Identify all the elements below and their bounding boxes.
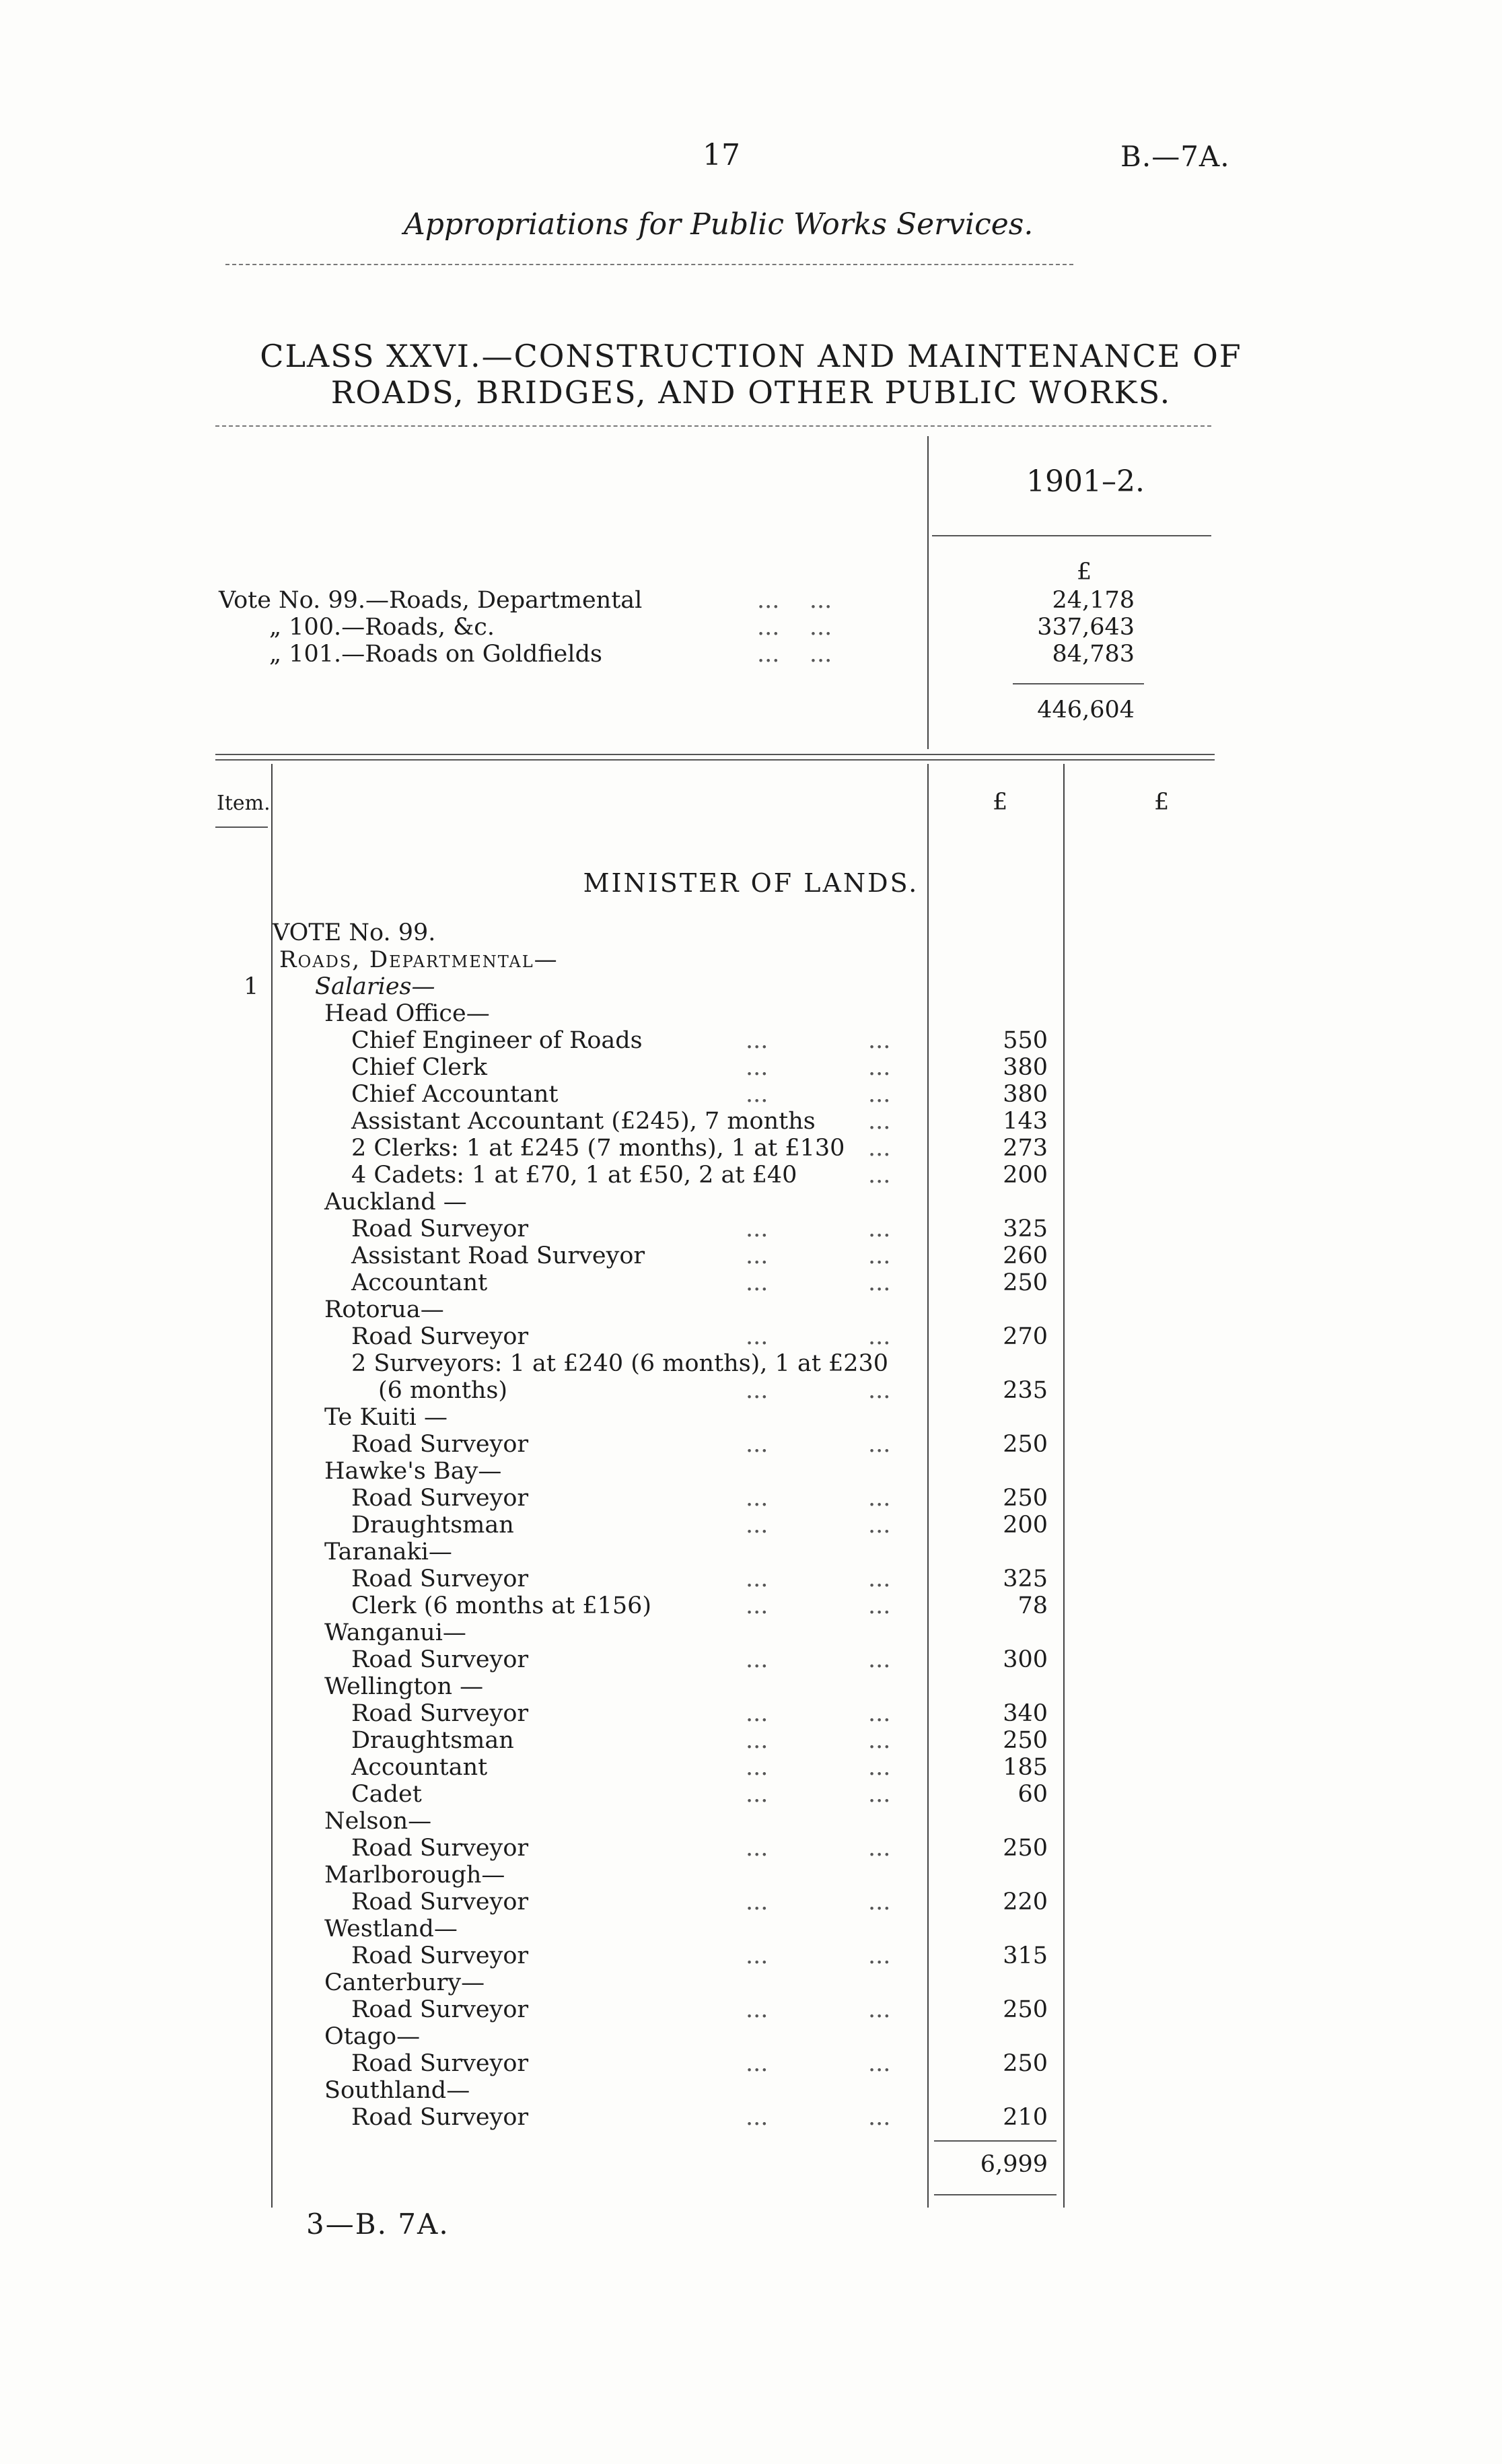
row-amount: 143 xyxy=(1003,1108,1048,1135)
row-label: Road Surveyor xyxy=(351,1700,529,1727)
row-label: Road Surveyor xyxy=(351,1323,529,1350)
region-heading-row xyxy=(0,1296,1502,1323)
row-amount: 250 xyxy=(1003,1485,1048,1512)
row-label: Assistant Road Surveyor xyxy=(351,1242,645,1269)
salary-row: Chief Engineer of Roads ... ... 550 xyxy=(351,1027,1048,1054)
row-label: Head Office— xyxy=(324,1000,490,1027)
salary-row: (6 months) ... ... 235 xyxy=(378,1377,1048,1404)
salary-row: Road Surveyor ... ... 250 xyxy=(351,1431,1048,1458)
row-label: 2 Surveyors: 1 at £240 (6 months), 1 at £230 xyxy=(351,1350,889,1377)
row-amount: 78 xyxy=(1017,1592,1048,1619)
row-amount: 185 xyxy=(1003,1754,1048,1781)
row-amount: 550 xyxy=(1003,1027,1048,1054)
class-title-line2: ROADS, BRIDGES, AND OTHER PUBLIC WORKS. xyxy=(330,374,1172,411)
region-heading-row xyxy=(0,1862,1502,1889)
row-label: Road Surveyor xyxy=(351,1216,529,1242)
row-label: Auckland — xyxy=(324,1189,467,1216)
row-label: Road Surveyor xyxy=(351,1835,529,1862)
salaries-heading: Salaries— xyxy=(315,973,435,1000)
row-label: Hawke's Bay— xyxy=(324,1458,502,1485)
vote-number: VOTE No. 99. xyxy=(273,919,436,946)
row-amount: 250 xyxy=(1003,1431,1048,1458)
salary-row: Cadet ... ... 60 xyxy=(351,1781,1048,1808)
row-amount: 210 xyxy=(1003,2104,1048,2131)
row-amount: 380 xyxy=(1003,1054,1048,1081)
row-amount: 250 xyxy=(1003,1727,1048,1754)
row-label: Nelson— xyxy=(324,1808,432,1835)
row-label: (6 months) xyxy=(378,1377,508,1404)
region-heading-row xyxy=(0,1808,1502,1835)
salary-row: Accountant ... ... 185 xyxy=(351,1754,1048,1781)
salary-row: Road Surveyor ... ... 315 xyxy=(351,1942,1048,1969)
row-amount: 270 xyxy=(1003,1323,1048,1350)
summary-currency: £ xyxy=(1077,559,1092,586)
salary-row: Road Surveyor ... ... 340 xyxy=(351,1700,1048,1727)
salary-row: Road Surveyor ... ... 250 xyxy=(351,1485,1048,1512)
vote-title: Roads, Departmental— xyxy=(279,946,559,973)
row-amount: 250 xyxy=(1003,1269,1048,1296)
class-title-line1: CLASS XXVI.—CONSTRUCTION AND MAINTENANCE OF xyxy=(260,338,1242,374)
row-label: Road Surveyor xyxy=(351,1646,529,1673)
row-amount: 200 xyxy=(1003,1512,1048,1539)
salary-row: Chief Accountant ... ... 380 xyxy=(351,1081,1048,1108)
region-heading-row xyxy=(0,1458,1502,1485)
summary-vote-label: „ 100.—Roads, &c. xyxy=(269,614,495,641)
region-heading-row xyxy=(0,1404,1502,1431)
row-label: Wellington — xyxy=(324,1673,484,1700)
page-number: 17 xyxy=(703,138,740,172)
region-heading-row xyxy=(0,1915,1502,1942)
row-label: 2 Clerks: 1 at £245 (7 months), 1 at £130 xyxy=(351,1135,845,1162)
row-amount: 250 xyxy=(1003,2050,1048,2077)
salary-row: Road Surveyor ... ... 220 xyxy=(351,1889,1048,1915)
row-label: Otago— xyxy=(324,2023,421,2050)
minister-heading: MINISTER OF LANDS. xyxy=(583,868,919,898)
item-column-header: Item. xyxy=(217,791,271,815)
salary-row: Accountant ... ... 250 xyxy=(351,1269,1048,1296)
row-label: Canterbury— xyxy=(324,1969,485,1996)
row-label: Draughtsman xyxy=(351,1727,514,1754)
document-reference: B.—7A. xyxy=(1120,140,1230,173)
salary-row: Clerk (6 months at £156) ... ... 78 xyxy=(351,1592,1048,1619)
vote-total: 6,999 xyxy=(980,2151,1048,2178)
region-heading-row xyxy=(0,1673,1502,1700)
region-heading-row xyxy=(0,1619,1502,1646)
row-label: Chief Accountant xyxy=(351,1081,559,1108)
row-label: Accountant xyxy=(351,1269,488,1296)
summary-year-header: 1901–2. xyxy=(1026,464,1145,499)
page-footer: 3—B. 7A. xyxy=(306,2208,450,2241)
salary-row: Draughtsman ... ... 250 xyxy=(351,1727,1048,1754)
row-amount: 380 xyxy=(1003,1081,1048,1108)
region-heading-row xyxy=(0,2023,1502,2050)
region-heading-row xyxy=(0,2077,1502,2104)
summary-vote-label: Vote No. 99.—Roads, Departmental xyxy=(219,587,643,614)
row-amount: 325 xyxy=(1003,1216,1048,1242)
row-label: Southland— xyxy=(324,2077,470,2104)
summary-vote-value: 84,783 xyxy=(1052,641,1135,668)
row-amount: 340 xyxy=(1003,1700,1048,1727)
salary-row: Road Surveyor ... ... 270 xyxy=(351,1323,1048,1350)
row-amount: 260 xyxy=(1003,1242,1048,1269)
region-heading-row xyxy=(0,1000,1502,1027)
salary-row: 4 Cadets: 1 at £70, 1 at £50, 2 at £40 ... 200 xyxy=(351,1162,1048,1189)
header-divider xyxy=(225,264,1073,265)
row-label: Chief Clerk xyxy=(351,1054,487,1081)
row-label: Road Surveyor xyxy=(351,1431,529,1458)
row-amount: 273 xyxy=(1003,1135,1048,1162)
pound-column-header: £ xyxy=(1154,789,1170,816)
row-label: Cadet xyxy=(351,1781,422,1808)
row-label: Road Surveyor xyxy=(351,2050,529,2077)
row-label: Road Surveyor xyxy=(351,1942,529,1969)
row-label: Westland— xyxy=(324,1915,458,1942)
salary-row: 2 Clerks: 1 at £245 (7 months), 1 at £130 ... 273 xyxy=(351,1135,1048,1162)
row-amount: 325 xyxy=(1003,1565,1048,1592)
pound-column-header: £ xyxy=(993,789,1008,816)
row-label: Accountant xyxy=(351,1754,488,1781)
region-heading-row xyxy=(0,1539,1502,1565)
row-label: Clerk (6 months at £156) xyxy=(351,1592,652,1619)
salary-row: Chief Clerk ... ... 380 xyxy=(351,1054,1048,1081)
salary-row: Road Surveyor ... ... 250 xyxy=(351,1996,1048,2023)
page-subtitle: Appropriations for Public Works Services. xyxy=(404,207,1034,242)
summary-vote-value: 24,178 xyxy=(1052,587,1135,614)
row-amount: 235 xyxy=(1003,1377,1048,1404)
region-heading-row xyxy=(0,1189,1502,1216)
row-amount: 250 xyxy=(1003,1996,1048,2023)
region-heading-row xyxy=(0,1969,1502,1996)
row-amount: 300 xyxy=(1003,1646,1048,1673)
row-label: Assistant Accountant (£245), 7 months xyxy=(351,1108,816,1135)
row-label: Road Surveyor xyxy=(351,1889,529,1915)
summary-vote-label: „ 101.—Roads on Goldfields xyxy=(269,641,602,668)
row-label: Road Surveyor xyxy=(351,1565,529,1592)
row-amount: 315 xyxy=(1003,1942,1048,1969)
row-label: Chief Engineer of Roads xyxy=(351,1027,643,1054)
row-label: Road Surveyor xyxy=(351,1996,529,2023)
row-label: Taranaki— xyxy=(324,1539,452,1565)
row-label: Draughtsman xyxy=(351,1512,514,1539)
row-label: Te Kuiti — xyxy=(324,1404,448,1431)
title-divider xyxy=(215,425,1211,427)
row-amount: 200 xyxy=(1003,1162,1048,1189)
salary-row: Assistant Accountant (£245), 7 months ... 143 xyxy=(351,1108,1048,1135)
summary-vote-value: 337,643 xyxy=(1037,614,1135,641)
row-label: Road Surveyor xyxy=(351,1485,529,1512)
row-label: Rotorua— xyxy=(324,1296,444,1323)
salary-row: Road Surveyor ... ... 325 xyxy=(351,1565,1048,1592)
row-amount: 250 xyxy=(1003,1835,1048,1862)
row-label: Marlborough— xyxy=(324,1862,505,1889)
row-label: Road Surveyor xyxy=(351,2104,529,2131)
row-amount: 60 xyxy=(1017,1781,1048,1808)
salary-row: Assistant Road Surveyor ... ... 260 xyxy=(351,1242,1048,1269)
row-label: 4 Cadets: 1 at £70, 1 at £50, 2 at £40 xyxy=(351,1162,797,1189)
salary-row xyxy=(0,1350,1502,1377)
item-number: 1 xyxy=(244,973,259,1000)
row-label: Wanganui— xyxy=(324,1619,466,1646)
summary-total: 446,604 xyxy=(1037,697,1135,724)
salary-row: Road Surveyor ... ... 250 xyxy=(351,2050,1048,2077)
row-amount: 220 xyxy=(1003,1889,1048,1915)
salary-row: Road Surveyor ... ... 325 xyxy=(351,1216,1048,1242)
salary-row: Road Surveyor ... ... 210 xyxy=(351,2104,1048,2131)
salary-row: Road Surveyor ... ... 300 xyxy=(351,1646,1048,1673)
salary-row: Road Surveyor ... ... 250 xyxy=(351,1835,1048,1862)
salary-row: Draughtsman ... ... 200 xyxy=(351,1512,1048,1539)
